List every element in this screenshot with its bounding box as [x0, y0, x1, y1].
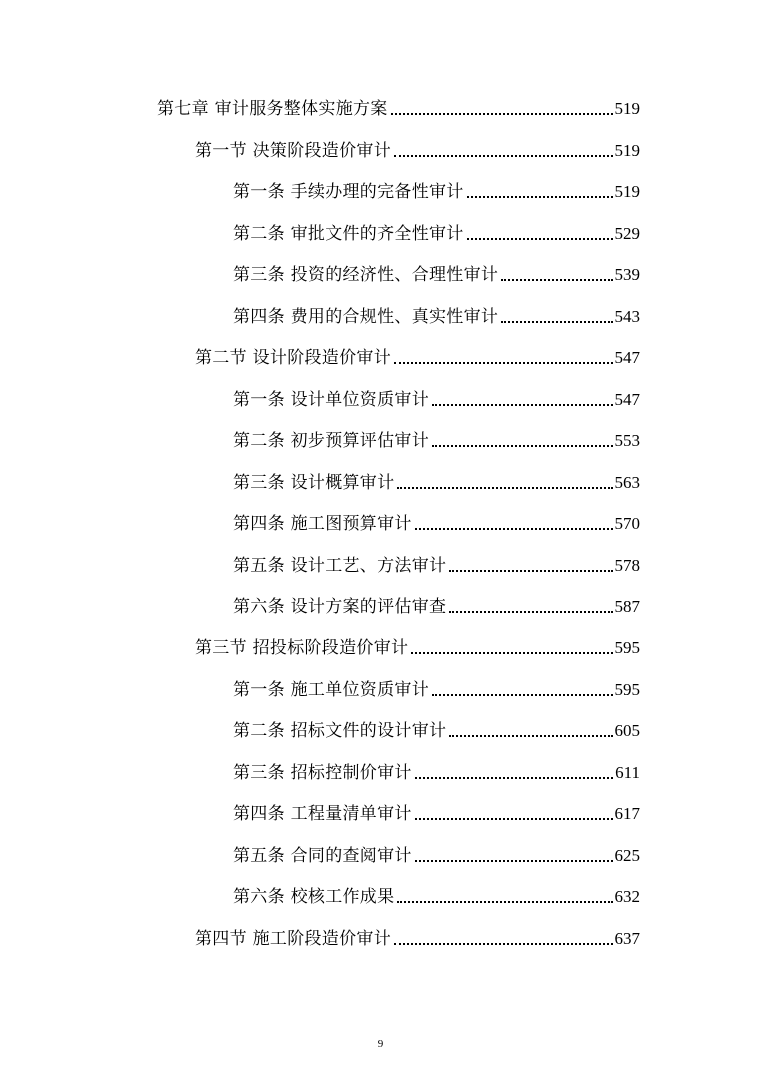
toc-entry-page: 547	[614, 348, 640, 367]
toc-entry-page: 570	[614, 514, 640, 533]
toc-entry-article[interactable]	[233, 510, 640, 538]
toc-entry-page: 529	[614, 224, 640, 243]
toc-entry-label: 第一条 手续办理的完备性审计	[233, 182, 464, 202]
toc-entry-label: 第四条 施工图预算审计	[233, 514, 412, 534]
toc-entry-page: 539	[614, 265, 640, 284]
toc-entry-page: 519	[614, 182, 640, 201]
dot-leader	[415, 860, 613, 862]
toc-entry-label: 第一条 设计单位资质审计	[233, 390, 430, 410]
toc-entry-page: 578	[614, 556, 640, 575]
toc-entry-label: 第六条 校核工作成果	[233, 887, 395, 907]
dot-leader	[449, 570, 612, 572]
dot-leader	[394, 362, 612, 364]
toc-entry-label: 第二条 审批文件的齐全性审计	[233, 224, 464, 244]
toc-entry-page: 595	[614, 680, 640, 699]
toc-entry-label: 第三条 招标控制价审计	[233, 763, 412, 783]
toc-entry-section-2[interactable]	[195, 344, 640, 372]
dot-leader	[501, 321, 612, 323]
toc-entry-section-4[interactable]	[195, 925, 640, 953]
toc-entry-article[interactable]	[233, 220, 640, 248]
toc-entry-label: 第一条 施工单位资质审计	[233, 680, 430, 700]
dot-leader	[415, 818, 613, 820]
toc-entry-article[interactable]	[233, 593, 640, 621]
dot-leader	[415, 777, 613, 779]
dot-leader	[394, 155, 612, 157]
toc-entry-page: 587	[614, 597, 640, 616]
toc-entry-label: 第五条 合同的查阅审计	[233, 846, 412, 866]
toc-entry-label: 第二条 初步预算评估审计	[233, 431, 430, 451]
dot-leader	[467, 196, 613, 198]
dot-leader	[432, 694, 612, 696]
toc-entry-article[interactable]	[233, 552, 640, 580]
toc-entry-label: 第三条 投资的经济性、合理性审计	[233, 265, 499, 285]
toc-entry-label: 第四条 工程量清单审计	[233, 804, 412, 824]
toc-entry-label: 第一节 决策阶段造价审计	[195, 141, 392, 161]
toc-entry-label: 第五条 设计工艺、方法审计	[233, 556, 447, 576]
toc-entry-page: 605	[614, 721, 640, 740]
toc-entry-article[interactable]	[233, 427, 640, 455]
toc-entry-article[interactable]	[233, 717, 640, 745]
toc-entry-section-1[interactable]	[195, 137, 640, 165]
dot-leader	[397, 487, 612, 489]
toc-entry-chapter-7[interactable]	[157, 95, 640, 123]
dot-leader	[415, 528, 613, 530]
dot-leader	[432, 404, 612, 406]
toc-entry-label: 第三节 招投标阶段造价审计	[195, 638, 409, 658]
dot-leader	[449, 735, 612, 737]
toc-entry-label: 第六条 设计方案的评估审查	[233, 597, 447, 617]
toc-entry-page: 547	[614, 390, 640, 409]
toc-entry-page: 519	[614, 99, 640, 118]
toc-entry-article[interactable]	[233, 842, 640, 870]
dot-leader	[394, 943, 612, 945]
toc-entry-page: 543	[614, 307, 640, 326]
toc-entry-article[interactable]	[233, 759, 640, 787]
toc-entry-article[interactable]	[233, 303, 640, 331]
toc-entry-article[interactable]	[233, 676, 640, 704]
toc-entry-page: 553	[614, 431, 640, 450]
toc-entry-page: 519	[614, 141, 640, 160]
toc-entry-label: 第四条 费用的合规性、真实性审计	[233, 307, 499, 327]
toc-entry-page: 632	[614, 887, 640, 906]
dot-leader	[397, 901, 612, 903]
toc-entry-page: 625	[614, 846, 640, 865]
toc-entry-page: 637	[614, 929, 640, 948]
toc-entry-page: 617	[614, 804, 640, 823]
toc-entry-page: 595	[614, 638, 640, 657]
page-number: 9	[377, 1038, 384, 1050]
dot-leader	[449, 611, 612, 613]
dot-leader	[467, 238, 613, 240]
toc-entry-article[interactable]	[233, 178, 640, 206]
toc-entry-label: 第二节 设计阶段造价审计	[195, 348, 392, 368]
dot-leader	[432, 445, 612, 447]
toc-entry-page: 563	[614, 473, 640, 492]
dot-leader	[391, 113, 613, 115]
toc-entry-label: 第四节 施工阶段造价审计	[195, 929, 392, 949]
toc-entry-label: 第七章 审计服务整体实施方案	[157, 99, 388, 119]
toc-entry-article[interactable]	[233, 261, 640, 289]
toc-entry-section-3[interactable]	[195, 634, 640, 662]
toc-entry-article[interactable]	[233, 883, 640, 911]
toc-entry-label: 第三条 设计概算审计	[233, 473, 395, 493]
toc-entry-label: 第二条 招标文件的设计审计	[233, 721, 447, 741]
toc-entry-article[interactable]	[233, 800, 640, 828]
toc-entry-page: 611	[615, 763, 640, 782]
dot-leader	[501, 279, 612, 281]
toc-entry-article[interactable]	[233, 469, 640, 497]
dot-leader	[411, 652, 612, 654]
toc-entry-article[interactable]	[233, 386, 640, 414]
